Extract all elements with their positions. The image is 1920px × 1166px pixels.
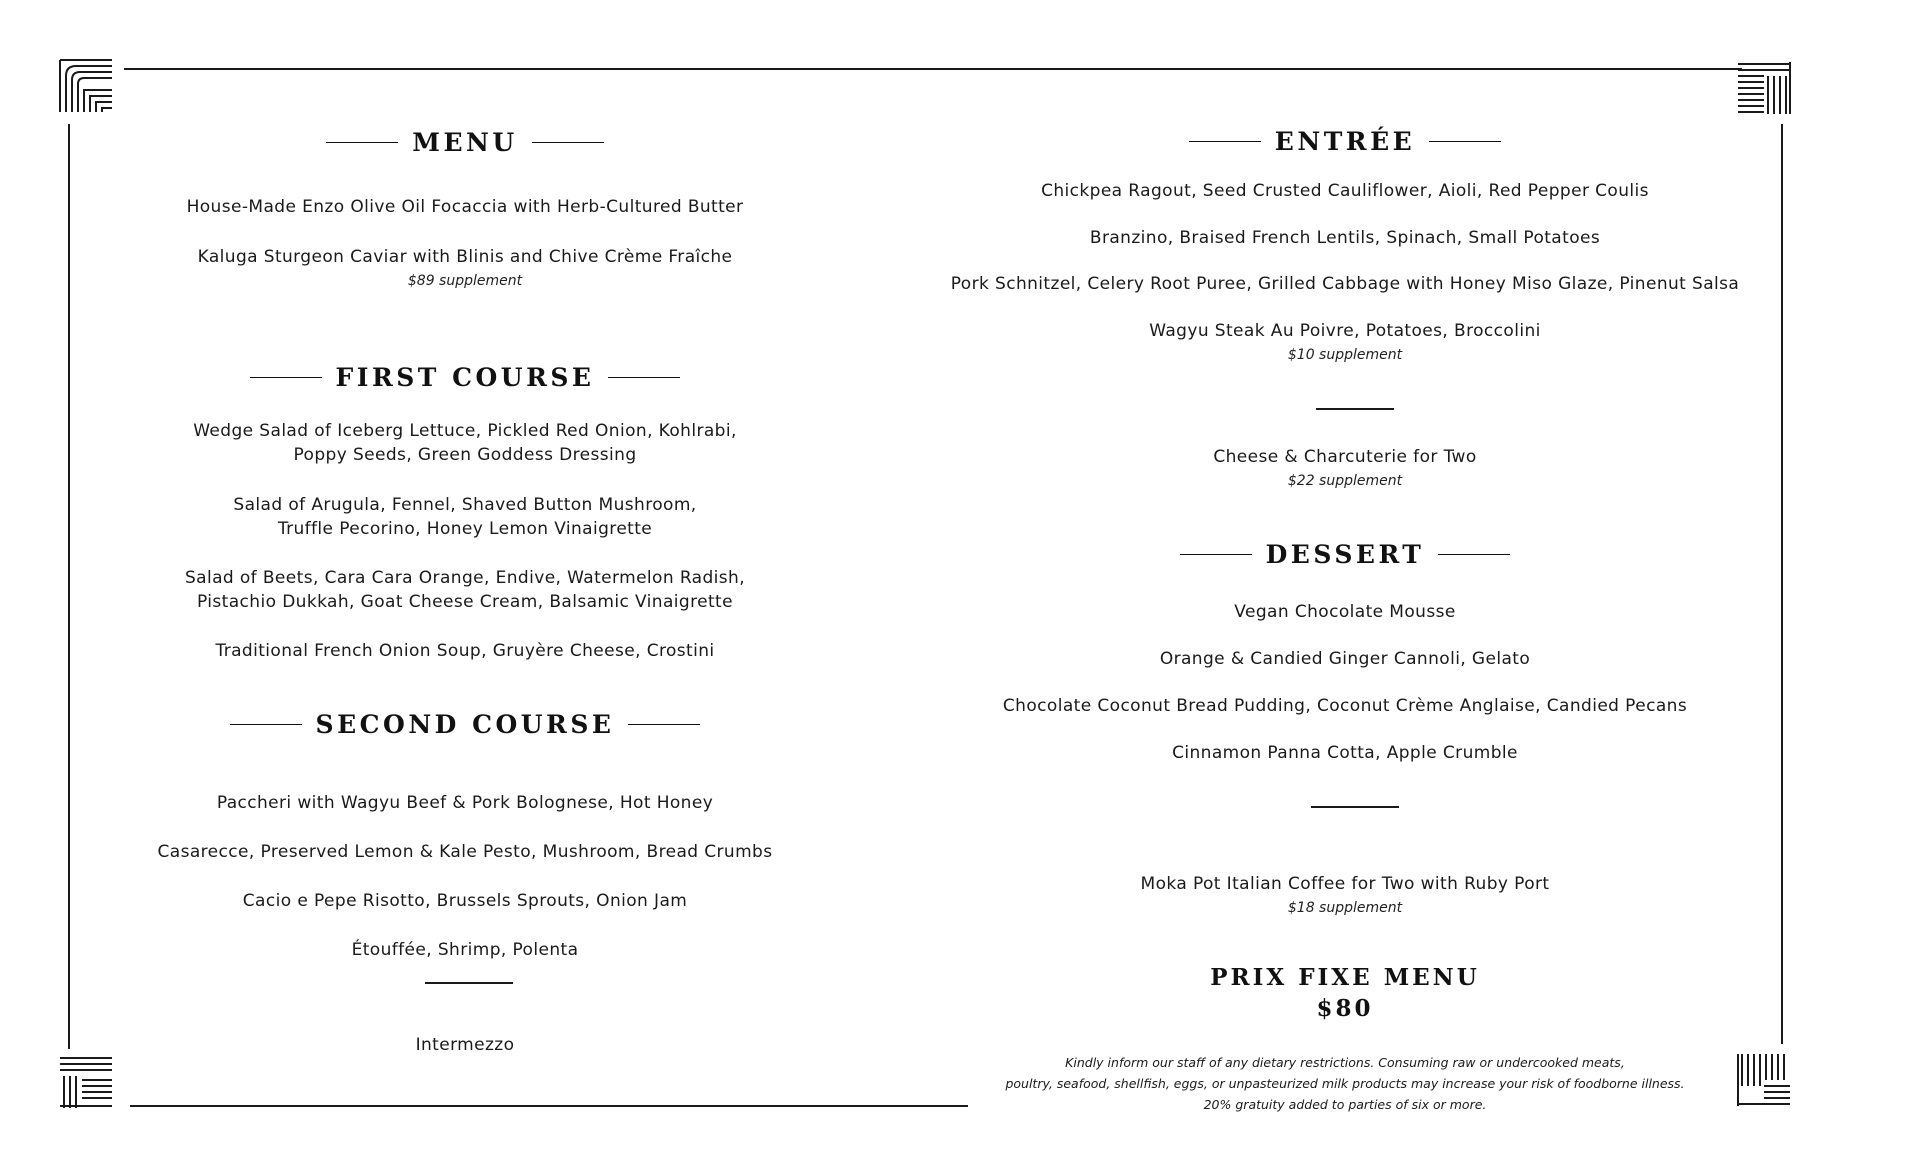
entree-heading <box>940 127 1750 156</box>
heading-rule-right <box>1438 554 1510 556</box>
dietary-notice-line: poultry, seafood, shellfish, eggs, or unpasteurized milk products may increase your risk of foodborne illness. <box>1005 1076 1685 1091</box>
heading-rule-left <box>1189 141 1261 143</box>
dessert-item: Cinnamon Panna Cotta, Apple Crumble <box>1172 743 1518 763</box>
supplement-price: $22 supplement <box>1287 473 1403 489</box>
entree-item: Chickpea Ragout, Seed Crusted Cauliflower, Aioli, Red Pepper Coulis <box>1041 181 1649 201</box>
frame-right-rule <box>1781 124 1783 1044</box>
second-course-item: Paccheri with Wagyu Beef & Pork Bolognese, Hot Honey <box>216 793 714 813</box>
gratuity-notice: 20% gratuity added to parties of six or more. <box>1203 1097 1487 1112</box>
corner-ornament-icon <box>56 1052 116 1112</box>
first-course-item-line: Truffle Pecorino, Honey Lemon Vinaigrette <box>277 519 653 539</box>
second-course-heading <box>140 710 790 739</box>
heading-rule-left <box>1180 554 1252 556</box>
heading-rule-left <box>326 142 398 144</box>
heading-rule-left <box>230 724 302 726</box>
entree-extra-item: Cheese & Charcuterie for Two <box>1213 447 1477 467</box>
entree-heading-text: ENTRÉE <box>1274 127 1416 156</box>
dessert-item: Orange & Candied Ginger Cannoli, Gelato <box>1159 649 1531 669</box>
menu-item: Kaluga Sturgeon Caviar with Blinis and Chive Crème Fraîche <box>197 247 733 267</box>
frame-bottom-rule <box>130 1105 968 1107</box>
first-course-item-line: Salad of Beets, Cara Cara Orange, Endive, Watermelon Radish, <box>184 568 746 588</box>
heading-rule-left <box>250 377 322 379</box>
entree-item: Pork Schnitzel, Celery Root Puree, Grilled Cabbage with Honey Miso Glaze, Pinenut Salsa <box>950 274 1740 294</box>
supplement-price: $18 supplement <box>1287 900 1403 916</box>
frame-top-rule <box>124 68 1742 70</box>
first-course-item-line: Traditional French Onion Soup, Gruyère Cheese, Crostini <box>215 641 715 661</box>
dessert-extra-item: Moka Pot Italian Coffee for Two with Ruby Port <box>1140 874 1550 894</box>
supplement-price: $10 supplement <box>1287 347 1403 363</box>
menu-heading <box>140 128 790 157</box>
corner-ornament-icon <box>56 56 116 116</box>
first-course-item-line: Pistachio Dukkah, Goat Cheese Cream, Balsamic Vinaigrette <box>197 592 733 612</box>
first-course-item-line: Wedge Salad of Iceberg Lettuce, Pickled Red Onion, Kohlrabi, <box>193 421 737 441</box>
first-course-item-line: Poppy Seeds, Green Goddess Dressing <box>293 445 637 465</box>
first-course-item-line: Salad of Arugula, Fennel, Shaved Button Mushroom, <box>233 495 697 515</box>
prix-fixe-price: $80 <box>1316 995 1374 1022</box>
heading-rule-right <box>1429 141 1501 143</box>
second-course-item: Casarecce, Preserved Lemon & Kale Pesto, Mushroom, Bread Crumbs <box>157 842 773 862</box>
dessert-heading <box>940 540 1750 569</box>
first-course-heading-text: FIRST COURSE <box>335 363 595 392</box>
dessert-heading-text: DESSERT <box>1265 540 1425 569</box>
menu-heading-text: MENU <box>412 128 518 157</box>
frame-left-rule <box>68 124 70 1049</box>
entree-item: Branzino, Braised French Lentils, Spinach, Small Potatoes <box>1089 228 1601 248</box>
dietary-notice-line: Kindly inform our staff of any dietary restrictions. Consuming raw or undercooked meats, <box>1065 1055 1625 1070</box>
prix-fixe-title: PRIX FIXE MENU <box>1210 964 1480 991</box>
entree-item: Wagyu Steak Au Poivre, Potatoes, Broccolini <box>1149 321 1541 341</box>
dessert-item: Vegan Chocolate Mousse <box>1234 602 1456 622</box>
section-divider <box>425 982 513 984</box>
intermezzo-item: Intermezzo <box>415 1035 515 1055</box>
section-divider <box>1311 806 1399 808</box>
second-course-item: Cacio e Pepe Risotto, Brussels Sprouts, Onion Jam <box>242 891 688 911</box>
second-course-item: Étouffée, Shrimp, Polenta <box>351 940 579 960</box>
heading-rule-right <box>608 377 680 379</box>
heading-rule-right <box>532 142 604 144</box>
section-divider <box>1316 408 1394 410</box>
corner-ornament-icon <box>1734 58 1794 118</box>
first-course-heading <box>140 363 790 392</box>
heading-rule-right <box>628 724 700 726</box>
menu-item: House-Made Enzo Olive Oil Focaccia with Herb-Cultured Butter <box>186 197 744 217</box>
second-course-heading-text: SECOND COURSE <box>315 710 615 739</box>
dessert-item: Chocolate Coconut Bread Pudding, Coconut Crème Anglaise, Candied Pecans <box>1002 696 1688 716</box>
supplement-price: $89 supplement <box>407 273 523 289</box>
